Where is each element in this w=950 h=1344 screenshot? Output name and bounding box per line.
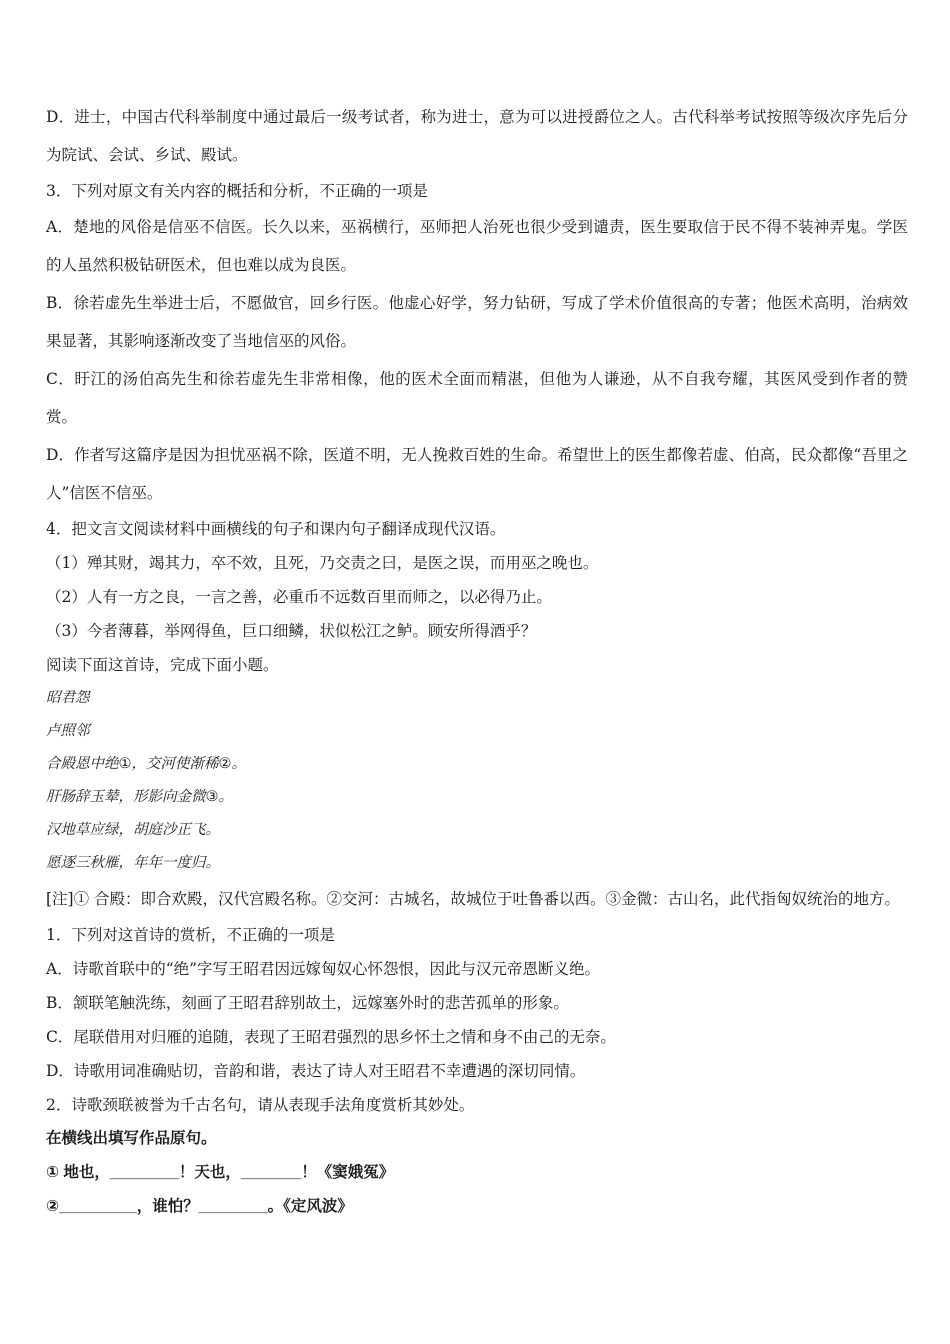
poem-author: 卢照邻	[46, 723, 90, 739]
poem-intro: 阅读下面这首诗，完成下面小题。	[46, 656, 279, 674]
poem-q2-stem: 2．诗歌颈联被誉为千古名句，请从表现手法角度赏析其妙处。	[46, 1096, 475, 1114]
q3-option-c: C．盱江的汤伯高先生和徐若虚先生非常相像，他的医术全面而精湛，但他为人谦逊，从不自我夸耀，其医风受到作者的赞赏。	[46, 370, 908, 426]
q3-option-a: A．楚地的风俗是信巫不信医。长久以来，巫祸横行，巫师把人治死也很少受到谴责，医生要取信于民不得不装神弄鬼。学医的人虽然积极钻研医术，但也难以成为良医。	[46, 218, 908, 274]
fill-item-1: ① 地也，________！天也，_______！《窦娥冤》	[46, 1164, 395, 1181]
q4-item-3: （3）今者薄暮，举网得鱼，巨口细鳞，状似松江之鲈。顾安所得酒乎？	[46, 622, 537, 640]
poem-q1-option-b: B．颔联笔触洗练，刻画了王昭君辞别故土，远嫁塞外时的悲苦孤单的形象。	[46, 994, 569, 1012]
poem-q1-option-c: C．尾联借用对归雁的追随，表现了王昭君强烈的思乡怀土之情和身不由己的无奈。	[46, 1028, 616, 1046]
poem-note: [注]① 合殿：即合欢殿，汉代宫殿名称。②交河：古城名，故城位于吐鲁番以西。③金微：古山名，此代指匈奴统治的地方。	[46, 890, 901, 908]
poem-line: 肝肠辞玉辇，形影向金微③。	[46, 789, 233, 805]
q3-option-b: B．徐若虚先生举进士后，不愿做官，回乡行医。他虚心好学，努力钻研，写成了学术价值很高的专著；他医术高明，治病效果显著，其影响逐渐改变了当地信巫的风俗。	[46, 294, 908, 350]
q3-stem: 3．下列对原文有关内容的概括和分析，不正确的一项是	[46, 182, 428, 200]
poem-line: 汉地草应绿，胡庭沙正飞。	[46, 822, 220, 838]
fill-item-2: ②_________，谁怕？________。《定风波》	[46, 1198, 353, 1215]
q4-item-2: （2）人有一方之良，一言之善，必重币不远数百里而师之，以必得乃止。	[46, 588, 552, 606]
poem-title: 昭君怨	[46, 690, 90, 706]
poem-line: 合殿恩中绝①，交河使渐稀②。	[46, 756, 246, 772]
document-page	[46, 98, 908, 1224]
poem-line: 愿逐三秋雁，年年一度归。	[46, 855, 220, 871]
poem-q1-stem: 1．下列对这首诗的赏析，不正确的一项是	[46, 926, 335, 944]
fill-heading: 在横线出填写作品原句。	[46, 1130, 217, 1147]
q3-option-d: D．作者写这篇序是因为担忧巫祸不除，医道不明，无人挽救百姓的生命。希望世上的医生都像若虚、伯高，民众都像“吾里之人”信医不信巫。	[46, 446, 908, 502]
q4-item-1: （1）殚其财，竭其力，卒不效，且死，乃交责之曰，是医之误，而用巫之晚也。	[46, 554, 599, 572]
poem-q1-option-a: A．诗歌首联中的“绝”字写王昭君因远嫁匈奴心怀怨恨，因此与汉元帝恩断义绝。	[46, 960, 601, 978]
q2-option-d: D．进士，中国古代科举制度中通过最后一级考试者，称为进士，意为可以进授爵位之人。古代科举考试按照等级次序先后分为院试、会试、乡试、殿试。	[46, 108, 908, 164]
poem-q1-option-d: D．诗歌用词准确贴切，音韵和谐，表达了诗人对王昭君不幸遭遇的深切同情。	[46, 1062, 586, 1080]
q4-stem: 4．把文言文阅读材料中画横线的句子和课内句子翻译成现代汉语。	[46, 520, 506, 538]
